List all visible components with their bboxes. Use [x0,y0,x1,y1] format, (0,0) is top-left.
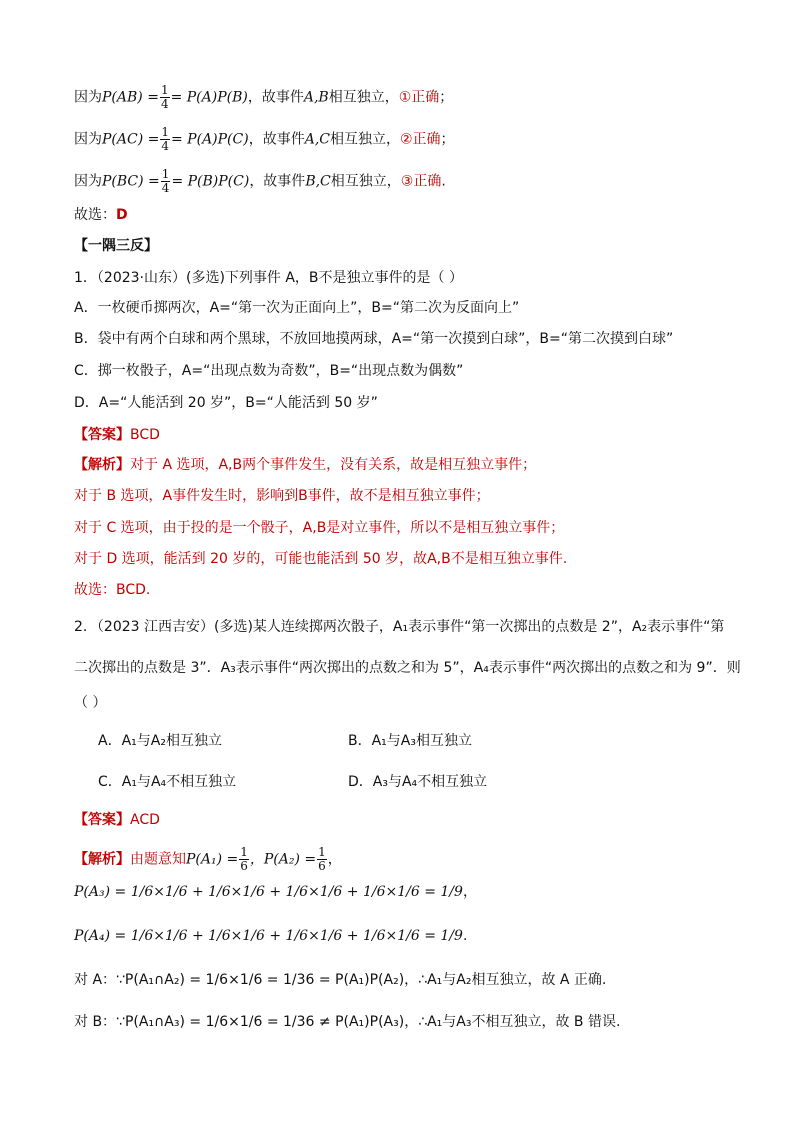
text: ，故事件 [248,131,305,148]
answer-value: BCD [130,427,160,443]
fraction: $\frac{1}{6}$ [240,845,248,873]
text: ； [439,89,454,106]
q1-choice: 故选：BCD. [74,582,151,598]
fraction: $\frac{1}{6}$ [318,845,326,873]
analysis-label: 【解析】 [74,851,130,868]
answer-label: 【答案】 [74,812,130,828]
math-expr: = P(B)P(C) [171,173,250,190]
text: 相互独立， [329,131,400,148]
q1-option-b: B．袋中有两个白球和两个黑球，不放回地摸两球，A=“第一次摸到白球”，B=“第二次摸到白球” [74,331,674,347]
text: ，故事件 [249,173,306,190]
fraction [160,84,170,111]
text: ，故事件 [247,89,304,106]
q2-option-c: C．A₁与A₄不相互独立 [98,774,237,790]
math-expr: P(AB) = [102,89,159,106]
text: ； [440,131,455,148]
intro-line-3 [74,168,446,195]
q2-analysis-intro: 【解析】由题意知P(A₁) = $\frac{1}{6}$ ，P(A₂) = $\frac{1}{6}$ ， [74,845,342,873]
fraction-numerator: 1 [161,167,170,181]
text: . [441,173,446,190]
q1-answer [74,425,160,445]
q2-option-d: D．A₃与A₄不相互独立 [348,774,488,790]
text: 因为 [74,89,102,106]
analysis-text: 对于 A 选项，A,B两个事件发生，没有关系，故是相互独立事件； [130,457,537,473]
q2-stem-line-3: （ ） [74,695,107,711]
fraction-denominator: 4 [161,139,169,153]
math-terms: 1/6×1/6 + 1/6×1/6 + 1/6×1/6 + 1/6×1/6 = 1/9 [130,884,463,900]
answer-label: 【答案】 [74,427,130,443]
fraction-denominator: 4 [160,97,169,111]
conclusion-mark: ①正确 [398,89,440,106]
conclusion-mark: ②正确 [399,131,441,148]
text: 相互独立， [328,89,399,106]
q1-analysis-2: 对于 B 选项，A事件发生时，影响到B事件，故不是相互独立事件； [74,488,490,504]
math-expr: = P(A)P(B) [170,89,248,106]
intro-line-1 [74,84,453,111]
q1-analysis-3: 对于 C 选项，由于投的是一个骰子，A,B是对立事件，所以不是相互独立事件； [74,520,565,536]
text: 因为 [74,131,102,148]
events: A,B [303,89,329,106]
q2-option-b: B．A₁与A₃相互独立 [348,733,472,749]
text: 相互独立， [330,173,401,190]
q2-option-a: A．A₁与A₂相互独立 [98,733,222,749]
q2-check-b: 对 B：∵P(A₁∩A₃) = 1/6×1/6 = 1/36 ≠ P(A₁)P(A₃)，∴A₁与A₃不相互独立，故 B 错误. [74,1014,621,1030]
q2-p4-line: P(A₄) = 1/6×1/6 + 1/6×1/6 + 1/6×1/6 + 1/6×1/6 = 1/9. [74,928,468,944]
math-expr: P(A₁) = [186,851,239,868]
math-terms: 1/6×1/6 + 1/6×1/6 + 1/6×1/6 + 1/6×1/6 = 1/9 [130,928,463,944]
choice-value: D [116,207,128,223]
q1-analysis-1 [74,455,536,475]
fraction [160,126,170,153]
math-expr: P(AC) = [102,131,160,148]
fraction-denominator: 4 [161,181,170,195]
intro-choice [74,205,128,225]
q2-p3-line: P(A₃) = 1/6×1/6 + 1/6×1/6 + 1/6×1/6 + 1/6×1/6 = 1/9， [74,884,477,900]
analysis-text: 由题意知 [130,851,186,868]
q1-stem: 1．（2023·山东）(多选)下列事件 A，B不是独立事件的是（ ） [74,270,463,286]
q1-option-a: A．一枚硬币掷两次，A=“第一次为正面向上”，B=“第二次为反面向上” [74,300,520,316]
fraction-numerator: 1 [160,83,169,97]
choice-label: 故选： [74,207,116,223]
section-title: 【一隅三反】 [74,238,158,254]
math-expr: = P(A)P(C) [171,131,249,148]
q1-option-c: C．掷一枚骰子，A=“出现点数为奇数”，B=“出现点数为偶数” [74,363,464,379]
answer-value: ACD [130,812,160,828]
analysis-label: 【解析】 [74,457,130,473]
math-expr: ，P(A₂) = [249,851,317,868]
q2-check-a: 对 A：∵P(A₁∩A₂) = 1/6×1/6 = 1/36 = P(A₁)P(A₂)，∴A₁与A₂相互独立，故 A 正确. [74,972,607,988]
q1-option-d: D．A=“人能活到 20 岁”，B=“人能活到 50 岁” [74,395,378,411]
events: B,C [305,173,331,190]
intro-line-2 [74,126,455,153]
q1-analysis-4: 对于 D 选项，能活到 20 岁的，可能也能活到 50 岁，故A,B不是相互独立事件. [74,551,568,567]
q2-stem-line-2: 二次掷出的点数是 3”．A₃表示事件“两次掷出的点数之和为 5”，A₄表示事件“两次掷出的点数之和为 9”．则 [74,660,741,676]
q2-answer [74,810,160,830]
conclusion-mark: ③正确 [400,173,442,190]
math-expr: P(A₃) = [74,884,127,900]
q2-stem-line-1: 2．（2023 江西吉安）(多选)某人连续掷两次骰子，A₁表示事件“第一次掷出的点数是 2”，A₂表示事件“第 [74,619,725,635]
fraction-numerator: 1 [161,125,169,139]
math-expr: P(A₄) = [74,928,127,944]
events: A,C [304,131,330,148]
text: 因为 [74,173,102,190]
fraction [161,168,171,195]
math-expr: P(BC) = [102,173,160,190]
